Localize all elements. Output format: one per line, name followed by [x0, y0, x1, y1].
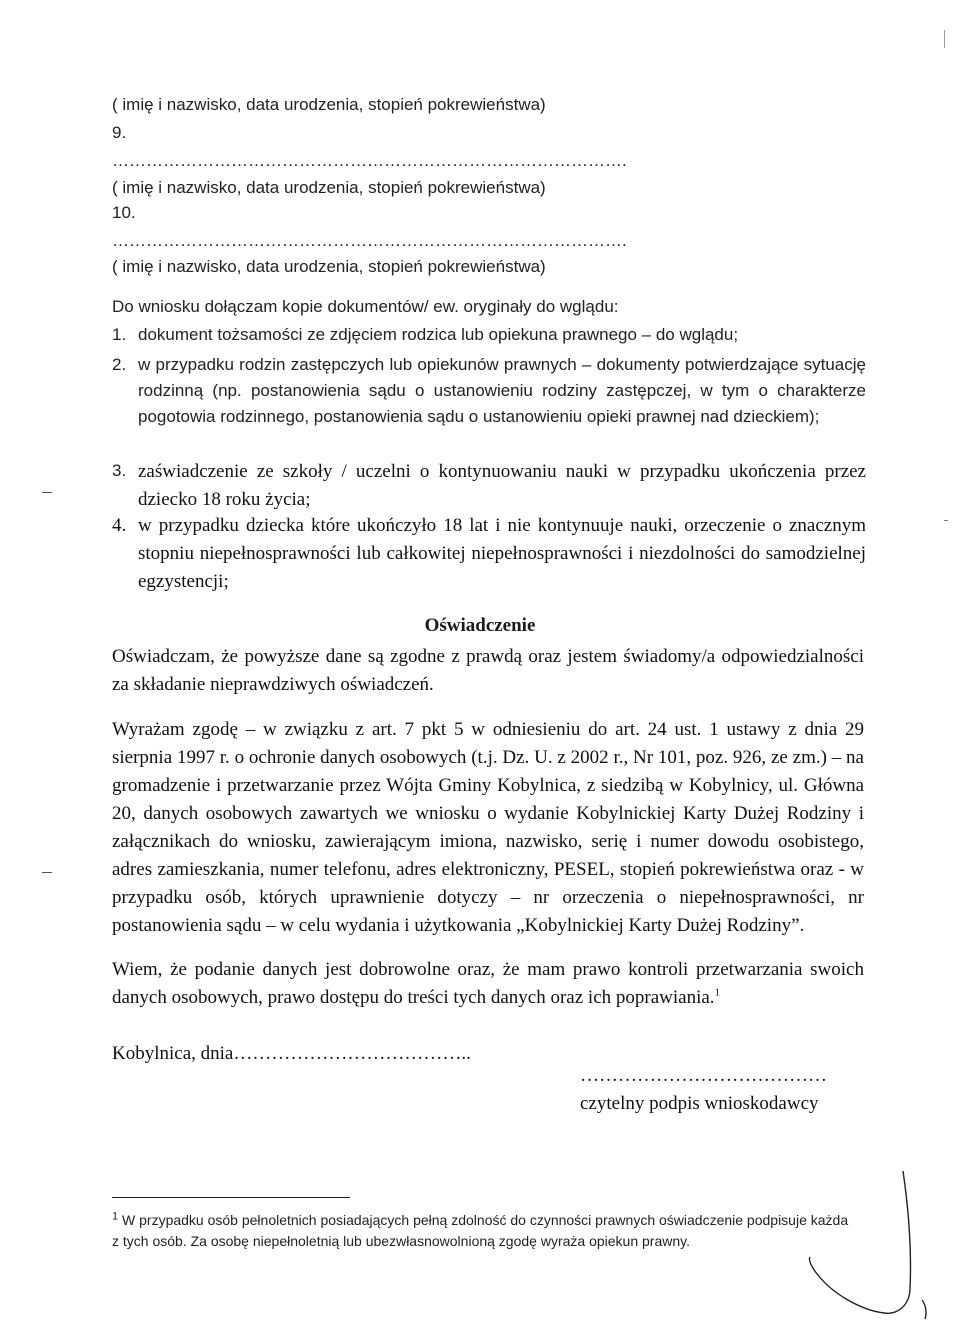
footnote-separator — [112, 1197, 350, 1198]
signature-dots: ………………………………… — [580, 1065, 827, 1086]
signature-label: czytelny podpis wnioskodawcy — [580, 1093, 819, 1114]
margin-mark — [944, 30, 945, 48]
handwritten-bracket-marks — [800, 1165, 940, 1320]
place-date-line: Kobylnica, dnia……………………………….. — [112, 1043, 471, 1064]
footnote-reference: 1 — [714, 986, 721, 999]
declaration-heading: Oświadczenie — [424, 615, 536, 636]
footnote-block — [112, 1210, 852, 1252]
attachment-text-2: w przypadku rodzin zastępczych lub opiekunów prawnych – dokumenty potwierdzające sytuację rodzinną (np. postanowienia sądu o ustanowieniu rodziny zastępczej, w tym o charakterze pogotowia rodzinnego, postanowienia sądu o ustanowieniu opieki prawnej nad dzieckiem); — [138, 355, 866, 426]
attachment-text-3: zaświadczenie ze szkoły / uczelni o kontynuowaniu nauki w przypadku ukończenia przez dziecko 18 roku życia; — [138, 461, 866, 510]
entry-number-10: 10. — [112, 203, 136, 222]
relative-info-label-b: ( imię i nazwisko, data urodzenia, stopień pokrewieństwa) — [112, 178, 546, 197]
relative-info-label-a: ( imię i nazwisko, data urodzenia, stopień pokrewieństwa) — [112, 95, 546, 114]
attachment-text-4: w przypadku dziecka które ukończyło 18 lat i nie kontynuuje nauki, orzeczenie o znacznym stopniu niepełnosprawności lub całkowitej niepełnosprawności i niezdolności do samodzielnej egzystencji; — [138, 515, 866, 592]
attachments-intro: Do wniosku dołączam kopie dokumentów/ ew. oryginały do wglądu: — [112, 297, 619, 316]
data-processing-consent: Wyrażam zgodę – w związku z art. 7 pkt 5 w odniesieniu do art. 24 ust. 1 ustawy z dnia 29 sierpnia 1997 r. o ochronie danych osobowych (t.j. Dz. U. z 2002 r., Nr 101, poz. 926, ze zm.) – na gromadzenie i przetwarzanie przez Wójta Gminy Kobylnica, z siedzibą w Kobylnicy, ul. Główna 20, danych osobowych zawartych we wniosku o wydanie Kobylnickiej Karty Dużej Rodziny i załącznikach do wniosku, zawierającym imiona, nazwisko, serię i numer dowodu osobistego, adres zamieszkania, numer telefonu, adres elektroniczny, PESEL, stopień pokrewieństwa oraz - w przypadku osób, których uprawnienie dotyczy – nr orzeczenia o niepełnosprawności, nr postanowienia sądu – w celu wydania i użytkowania „Kobylnickiej Karty Dużej Rodziny”. — [112, 719, 864, 936]
data-rights-statement — [112, 956, 864, 1012]
data-rights-text: Wiem, że podanie danych jest dobrowolne oraz, że mam prawo kontroli przetwarzania swoich danych osobowych, prawo dostępu do treści tych danych oraz ich poprawiania. — [112, 959, 864, 1008]
attachment-text-1: dokument tożsamości ze zdjęciem rodzica lub opiekuna prawnego – do wglądu; — [138, 325, 739, 344]
margin-mark — [42, 872, 52, 873]
declaration-text: Oświadczam, że powyższe dane są zgodne z prawdą oraz jestem świadomy/a odpowiedzialności za składanie nieprawdziwych oświadczeń. — [112, 646, 864, 695]
attachment-number-1: 1. — [112, 325, 127, 344]
footnote-marker: 1 — [112, 1210, 119, 1223]
entry-dots-10: ………………………………………………………………………………. — [112, 231, 627, 250]
footnote-text: W przypadku osób pełnoletnich posiadających pełną zdolność do czynności prawnych oświadczenie podpisuje każda z tych osób. Za osobę niepełnoletnią lub ubezwłasnowolnioną zgodę wyraża opiekun prawny. — [112, 1212, 849, 1249]
entry-dots-9: ………………………………………………………………………………. — [112, 151, 627, 170]
margin-mark — [944, 520, 948, 521]
attachment-number-4: 4. — [112, 515, 127, 536]
attachment-number-2: 2. — [112, 355, 127, 374]
attachment-number-3: 3. — [112, 461, 127, 480]
margin-mark — [42, 492, 52, 493]
relative-info-label-c: ( imię i nazwisko, data urodzenia, stopień pokrewieństwa) — [112, 257, 546, 276]
entry-number-9: 9. — [112, 123, 127, 142]
